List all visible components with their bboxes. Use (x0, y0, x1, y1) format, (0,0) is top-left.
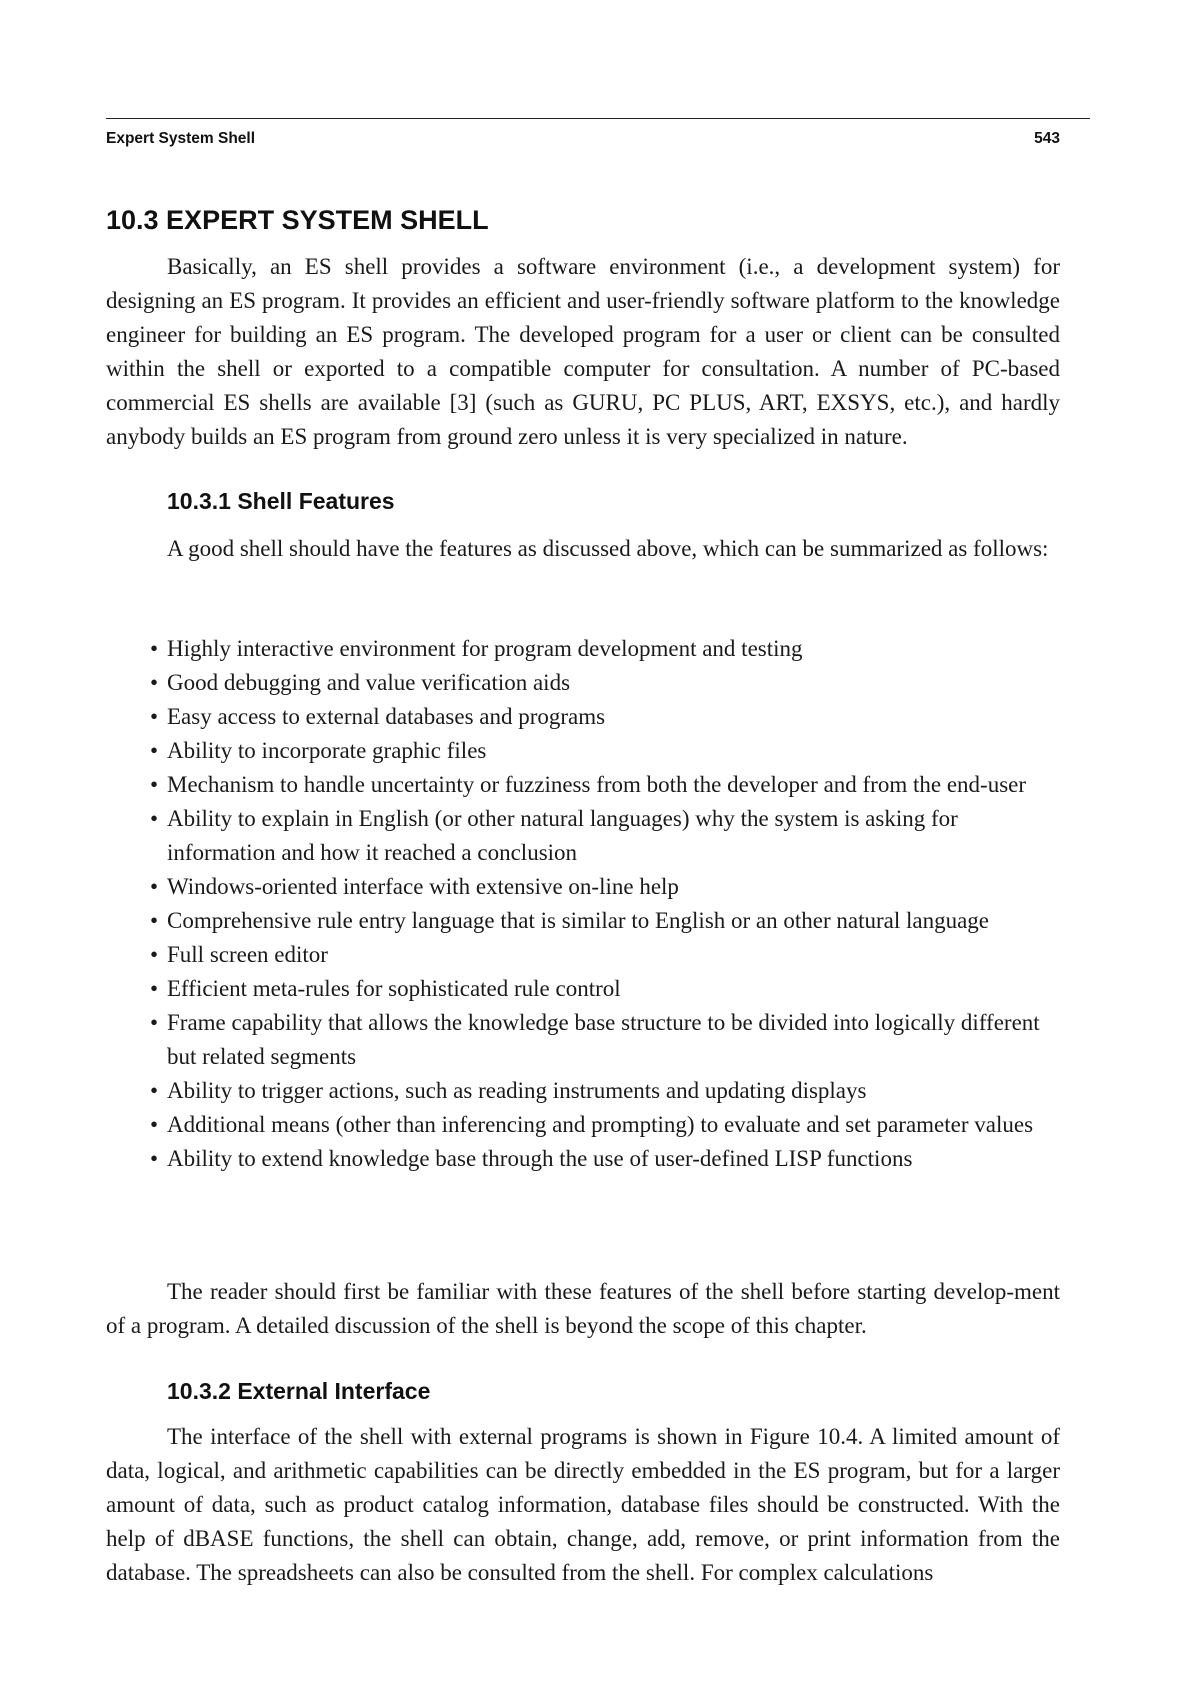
feature-list-item-text: Ability to incorporate graphic files (167, 738, 487, 763)
feature-list-item (150, 802, 1070, 870)
feature-list-item (150, 700, 1070, 734)
feature-list-item (150, 938, 1070, 972)
feature-list-item (150, 734, 1070, 768)
feature-list-item-text: Efficient meta-rules for sophisticated rule control (167, 976, 621, 1001)
feature-list-item (150, 1142, 1070, 1176)
feature-list-item (150, 870, 1070, 904)
feature-list-item-text: Good debugging and value verification aids (167, 670, 571, 695)
bullet-dot-icon: • (150, 1078, 159, 1103)
bullet-dot-icon: • (150, 738, 159, 763)
feature-list-item-text: Frame capability that allows the knowledge base structure to be divided into logically different but related segments (167, 1010, 1040, 1069)
bullet-dot-icon: • (150, 772, 159, 797)
feature-list-item (150, 1108, 1070, 1142)
page-number: 543 (1034, 130, 1060, 147)
bullet-dot-icon: • (150, 942, 159, 967)
running-head-title: Expert System Shell (106, 130, 256, 147)
bullet-dot-icon: • (150, 908, 159, 933)
subsection-1-intro: A good shell should have the features as discussed above, which can be summarized as follows: (167, 536, 1049, 561)
feature-list-item-text: Ability to explain in English (or other natural languages) why the system is asking for information and how it reached a conclusion (167, 806, 958, 865)
section-paragraph: Basically, an ES shell provides a software environment (i.e., a development system) for designing an ES program. It provides an efficient and user-friendly software platform to the knowledge engineer for building an ES program. The developed program for a user or client can be consulted within the shell or exported to a compatible computer for consultation. A number of PC-based commercial ES shells are available [3] (such as GURU, PC PLUS, ART, EXSYS, etc.), and hardly anybody builds an ES program from ground zero unless it is very specialized in nature. (106, 254, 1060, 449)
feature-list-item (150, 768, 1070, 802)
bullet-dot-icon: • (150, 976, 159, 1001)
subsection-1-closing: The reader should first be familiar with these features of the shell before starting develop-ment of a program. A detailed discussion of the shell is beyond the scope of this chapter. (106, 1279, 1060, 1338)
bullet-dot-icon: • (150, 806, 159, 831)
feature-list-item (150, 632, 1070, 666)
feature-list-item-text: Ability to trigger actions, such as reading instruments and updating displays (167, 1078, 867, 1103)
subsection-2-paragraph: The interface of the shell with external programs is shown in Figure 10.4. A limited amount of data, logical, and arithmetic capabilities can be directly embedded in the ES program, but for a larger amount of data, such as product catalog information, database files should be constructed. With the help of dBASE functions, the shell can obtain, change, add, remove, or print information from the database. The spreadsheets can also be consulted from the shell. For complex calculations (106, 1424, 1060, 1585)
feature-list-item-text: Comprehensive rule entry language that is similar to English or an other natural language (167, 908, 990, 933)
feature-list (150, 632, 1070, 1176)
bullet-dot-icon: • (150, 636, 159, 661)
feature-list-item (150, 972, 1070, 1006)
feature-list-item-text: Mechanism to handle uncertainty or fuzziness from both the developer and from the end-user (167, 772, 1027, 797)
bullet-dot-icon: • (150, 874, 159, 899)
feature-list-item-text: Highly interactive environment for program development and testing (167, 636, 803, 661)
bullet-dot-icon: • (150, 1146, 159, 1171)
bullet-dot-icon: • (150, 670, 159, 695)
feature-list-item (150, 666, 1070, 700)
section-heading: 10.3 EXPERT SYSTEM SHELL (106, 205, 489, 235)
bullet-dot-icon: • (150, 704, 159, 729)
feature-list-item-text: Easy access to external databases and programs (167, 704, 606, 729)
feature-list-item-text: Ability to extend knowledge base through the use of user-defined LISP functions (167, 1146, 913, 1171)
running-head (106, 130, 1060, 148)
feature-list-item (150, 904, 1070, 938)
feature-list-item (150, 1006, 1070, 1074)
feature-list-item-text: Full screen editor (167, 942, 328, 967)
header-rule (106, 118, 1090, 119)
feature-list-item (150, 1074, 1070, 1108)
feature-list-item-text: Additional means (other than inferencing and prompting) to evaluate and set parameter values (167, 1112, 1034, 1137)
subsection-2-heading: 10.3.2 External Interface (167, 1378, 431, 1404)
bullet-dot-icon: • (150, 1010, 159, 1035)
feature-list-item-text: Windows-oriented interface with extensive on-line help (167, 874, 679, 899)
subsection-1-heading: 10.3.1 Shell Features (167, 488, 395, 514)
bullet-dot-icon: • (150, 1112, 159, 1137)
